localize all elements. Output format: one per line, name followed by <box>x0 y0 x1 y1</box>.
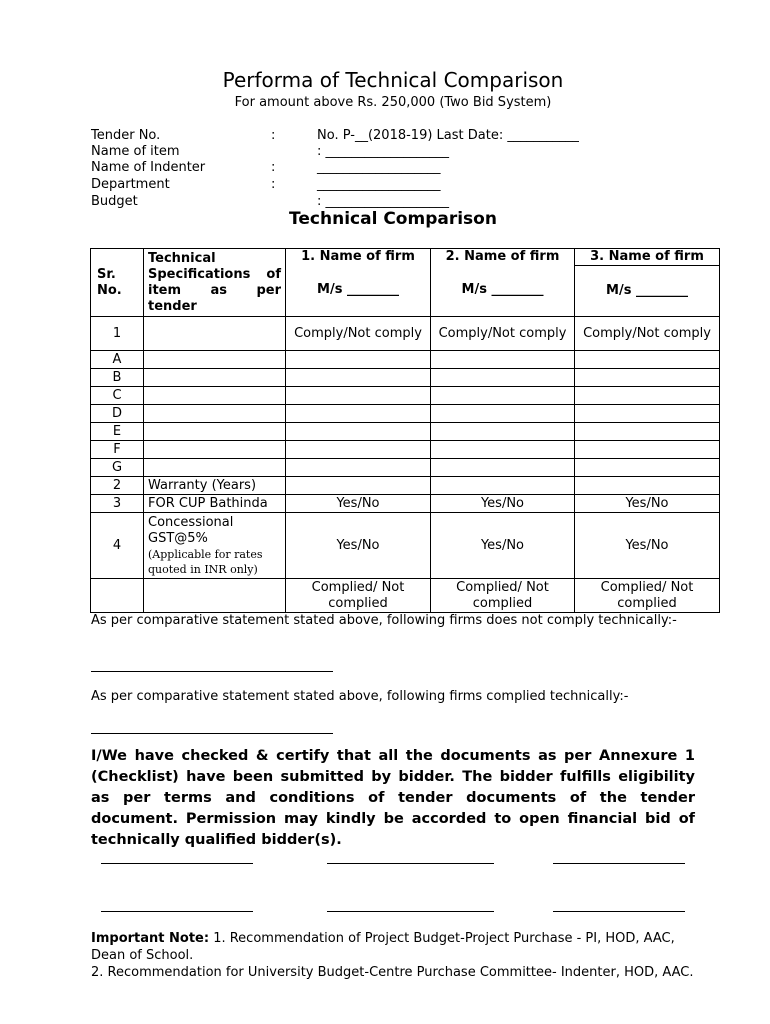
table-row-b <box>91 369 720 387</box>
firm-1-name: 1. Name of firm <box>301 249 415 264</box>
signature-line-3 <box>553 863 685 864</box>
complied-cell <box>431 579 575 613</box>
row-cell <box>575 441 720 459</box>
complied-text: Complied/ Not complied <box>311 579 405 611</box>
complied-cell <box>575 579 720 613</box>
row-cell <box>286 441 431 459</box>
header-firm-3: 3. Name of firm <box>575 249 720 266</box>
header-firm-1 <box>286 249 431 317</box>
row-sr: F <box>91 441 144 459</box>
firm-2-name: 2. Name of firm <box>445 249 560 264</box>
row-cell <box>286 351 431 369</box>
row-cell <box>575 387 720 405</box>
yes-no-cell: Yes/No <box>286 513 431 579</box>
row-sr: A <box>91 351 144 369</box>
row-cell <box>431 423 575 441</box>
important-note-line2: 2. Recommendation for University Budget-Centre Purchase Committee- Indenter, HOD, AAC. <box>91 965 694 980</box>
not-comply-blank-line <box>91 671 333 672</box>
info-label: Budget <box>91 194 138 209</box>
row-spec <box>144 405 286 423</box>
not-comply-statement: As per comparative statement stated above, following firms does not comply technically:- <box>91 613 677 628</box>
row-sr: 4 <box>91 513 144 579</box>
header-tech-spec <box>144 249 286 317</box>
complied-blank-line <box>91 733 333 734</box>
row-cell <box>575 405 720 423</box>
info-value: : ___________________ <box>317 194 450 209</box>
page-subtitle: For amount above Rs. 250,000 (Two Bid System) <box>234 95 552 110</box>
row-spec <box>144 441 286 459</box>
page-title: Performa of Technical Comparison <box>222 68 564 92</box>
table-row-2 <box>91 477 720 495</box>
row-cell <box>286 477 431 495</box>
info-value: ___________________ <box>317 160 441 175</box>
row-spec <box>144 423 286 441</box>
firm-1-ms: M/s ________ <box>317 282 399 297</box>
row-spec-note: (Applicable for rates quoted in INR only) <box>148 547 263 576</box>
info-value: No. P-__(2018-19) Last Date: ___________ <box>317 128 579 143</box>
comply-cell: Comply/Not comply <box>575 317 720 351</box>
header-firm-2 <box>431 249 575 317</box>
table-row-f <box>91 441 720 459</box>
row-sr: G <box>91 459 144 477</box>
important-note-label: Important Note: <box>91 931 210 946</box>
row-sr: D <box>91 405 144 423</box>
yes-no-cell: Yes/No <box>431 495 575 513</box>
info-colon: : <box>271 177 276 192</box>
row-spec: FOR CUP Bathinda <box>144 495 286 513</box>
row-cell <box>286 459 431 477</box>
row-sr: C <box>91 387 144 405</box>
row-cell <box>575 423 720 441</box>
row-cell <box>286 387 431 405</box>
firm-2-ms: M/s ________ <box>461 282 544 297</box>
table-row-c <box>91 387 720 405</box>
firm-3-ms: M/s ________ <box>575 266 720 317</box>
table-row-final <box>91 579 720 613</box>
row-spec <box>144 459 286 477</box>
yes-no-cell: Yes/No <box>575 513 720 579</box>
info-value: ___________________ <box>317 177 441 192</box>
complied-text: Complied/ Not complied <box>600 579 694 611</box>
row-spec <box>144 387 286 405</box>
table-row-a <box>91 351 720 369</box>
table-row-4 <box>91 513 720 579</box>
signature-line-2 <box>327 863 494 864</box>
yes-no-cell: Yes/No <box>575 495 720 513</box>
info-label: Name of item <box>91 144 180 159</box>
signature-line-6 <box>553 911 685 912</box>
header-sr-no: Sr. No. <box>91 249 144 317</box>
row-cell <box>286 369 431 387</box>
info-colon: : <box>271 128 276 143</box>
table-row-1 <box>91 317 720 351</box>
row-spec <box>144 579 286 613</box>
table-row-3 <box>91 495 720 513</box>
comply-cell: Comply/Not comply <box>286 317 431 351</box>
row-spec <box>144 317 286 351</box>
complied-text: Complied/ Not complied <box>456 579 549 611</box>
table-row-g <box>91 459 720 477</box>
row-cell <box>431 459 575 477</box>
signature-line-4 <box>101 911 253 912</box>
info-label: Tender No. <box>91 128 161 143</box>
important-note-line1: 1. Recommendation of Project Budget-Project Purchase - PI, HOD, AAC, Dean of School. <box>91 931 675 963</box>
row-cell <box>431 351 575 369</box>
row-cell <box>575 477 720 495</box>
table-row-d <box>91 405 720 423</box>
row-spec <box>144 513 286 579</box>
important-note <box>91 930 703 981</box>
complied-cell <box>286 579 431 613</box>
info-colon: : <box>271 160 276 175</box>
row-cell <box>575 459 720 477</box>
signature-line-1 <box>101 863 253 864</box>
header-tech-spec-text: Technical Specifications of item as per tender <box>148 250 281 314</box>
info-value: : ___________________ <box>317 144 450 159</box>
row-sr <box>91 579 144 613</box>
row-sr: 1 <box>91 317 144 351</box>
signature-line-5 <box>327 911 494 912</box>
comply-cell: Comply/Not comply <box>431 317 575 351</box>
row-sr: E <box>91 423 144 441</box>
row-cell <box>431 369 575 387</box>
row-cell <box>575 369 720 387</box>
info-label: Name of Indenter <box>91 160 206 175</box>
yes-no-cell: Yes/No <box>286 495 431 513</box>
complied-statement: As per comparative statement stated above, following firms complied technically:- <box>91 689 629 704</box>
row-cell <box>431 387 575 405</box>
info-label: Department <box>91 177 170 192</box>
row-cell <box>431 441 575 459</box>
row-cell <box>431 477 575 495</box>
yes-no-cell: Yes/No <box>431 513 575 579</box>
table-heading: Technical Comparison <box>289 209 497 229</box>
row-cell <box>431 405 575 423</box>
row-spec <box>144 369 286 387</box>
row-cell <box>286 423 431 441</box>
row-spec-label: Concessional GST@5% <box>148 514 234 546</box>
row-cell <box>286 405 431 423</box>
row-spec: Warranty (Years) <box>144 477 286 495</box>
certification-text: I/We have checked & certify that all the documents as per Annexure 1 (Checklist) have been submitted by bidder. The bidder fulfills eligibility as per terms and conditions of tender documents of the tender document. Permission may kindly be accorded to open financial bid of technically qualified bidder(s). <box>91 748 695 848</box>
comparison-table <box>90 248 720 613</box>
row-sr: 2 <box>91 477 144 495</box>
row-spec <box>144 351 286 369</box>
table-row-e <box>91 423 720 441</box>
table-header-row <box>91 249 720 266</box>
row-cell <box>575 351 720 369</box>
row-sr: B <box>91 369 144 387</box>
row-sr: 3 <box>91 495 144 513</box>
